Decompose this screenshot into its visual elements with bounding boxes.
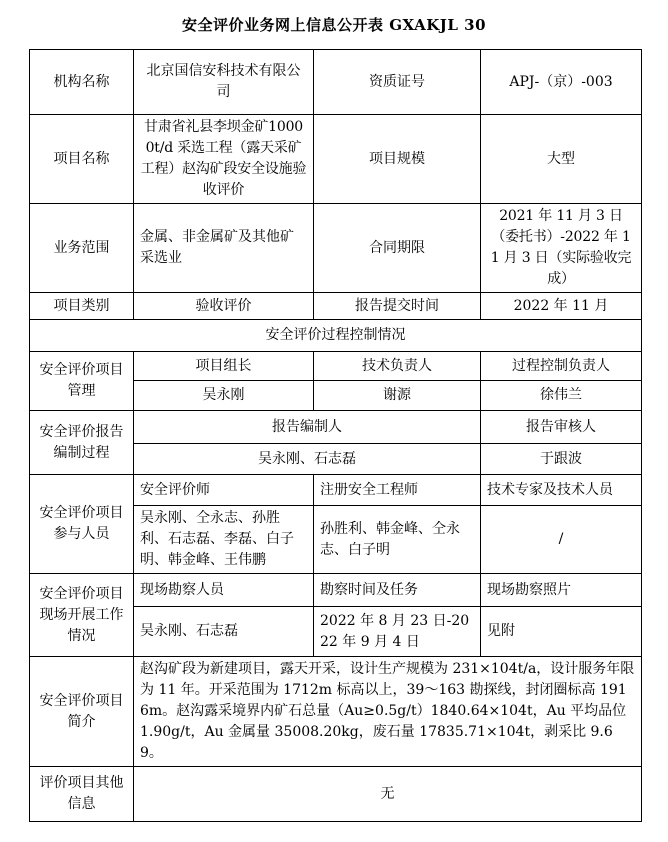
scope-label: 业务范围: [30, 204, 134, 293]
leader-value: 吴永刚: [134, 381, 314, 411]
site-label: 安全评价项目现场开展工作情况: [30, 574, 134, 657]
tech-label: 技术负责人: [314, 352, 481, 381]
contract-label: 合同期限: [314, 204, 481, 293]
submit-value: 2022 年 11 月: [481, 293, 642, 320]
photo-value: 见附: [481, 607, 642, 657]
category-value: 验收评价: [134, 293, 314, 320]
management-label: 安全评价项目管理: [30, 352, 134, 411]
process-control-label: 过程控制负责人: [481, 352, 642, 381]
summary-label: 安全评价项目简介: [30, 657, 134, 767]
expert-value: /: [481, 506, 642, 574]
submit-label: 报告提交时间: [314, 293, 481, 320]
author-value: 吴永刚、石志磊: [134, 444, 481, 475]
scale-value: 大型: [481, 115, 642, 204]
engineer-label: 注册安全工程师: [314, 475, 481, 506]
participants-label: 安全评价项目参与人员: [30, 475, 134, 574]
staff-value: 吴永刚、石志磊: [134, 607, 314, 657]
engineer-value: 孙胜利、韩金峰、仝永志、白子明: [314, 506, 481, 574]
org-label: 机构名称: [30, 50, 134, 115]
reviewer-label: 报告审核人: [481, 411, 642, 444]
tech-value: 谢源: [314, 381, 481, 411]
page-title: 安全评价业务网上信息公开表 GXAKJL 30: [181, 16, 487, 34]
scale-label: 项目规模: [314, 115, 481, 204]
other-value: 无: [134, 767, 642, 822]
summary-text: 赵沟矿段为新建项目，露天开采，设计生产规模为 231×104t/a，设计服务年限为 11 年。开采范围为 1712m 标高以上，39～163 勘探线，封闭圈标高 1916m。赵沟露采境界内矿石总量（Au≥0.5g/t）1840.64×104t，Au 平均品位 1.90g/t，Au 金属量 35008.20kg，废石量 17835.71×104t，剥采比 9.69。: [134, 657, 642, 767]
evaluator-label: 安全评价师: [134, 475, 314, 506]
org-value: 北京国信安科技术有限公司: [134, 50, 314, 115]
author-label: 报告编制人: [134, 411, 481, 444]
time-label: 勘察时间及任务: [314, 574, 481, 607]
leader-label: 项目组长: [134, 352, 314, 381]
scope-value: 金属、非金属矿及其他矿采选业: [134, 204, 314, 293]
project-label: 项目名称: [30, 115, 134, 204]
category-label: 项目类别: [30, 293, 134, 320]
evaluator-value: 吴永刚、仝永志、孙胜利、石志磊、李磊、白子明、韩金峰、王伟鹏: [134, 506, 314, 574]
contract-value: 2021 年 11 月 3 日（委托书）-2022 年 11 月 3 日（实际验收完成）: [481, 204, 642, 293]
photo-label: 现场勘察照片: [481, 574, 642, 607]
process-control-value: 徐伟兰: [481, 381, 642, 411]
info-table: [29, 49, 642, 822]
reviewer-value: 于跟波: [481, 444, 642, 475]
staff-label: 现场勘察人员: [134, 574, 314, 607]
time-value: 2022 年 8 月 23 日-2022 年 9 月 4 日: [314, 607, 481, 657]
expert-label: 技术专家及技术人员: [481, 475, 642, 506]
report-label: 安全评价报告编制过程: [30, 411, 134, 475]
cert-value: APJ-（京）-003: [481, 50, 642, 115]
process-header: 安全评价过程控制情况: [30, 320, 642, 352]
cert-label: 资质证号: [314, 50, 481, 115]
project-value: 甘肃省礼县李坝金矿10000t/d 采选工程（露天采矿工程）赵沟矿段安全设施验收评价: [134, 115, 314, 204]
other-label: 评价项目其他信息: [30, 767, 134, 822]
